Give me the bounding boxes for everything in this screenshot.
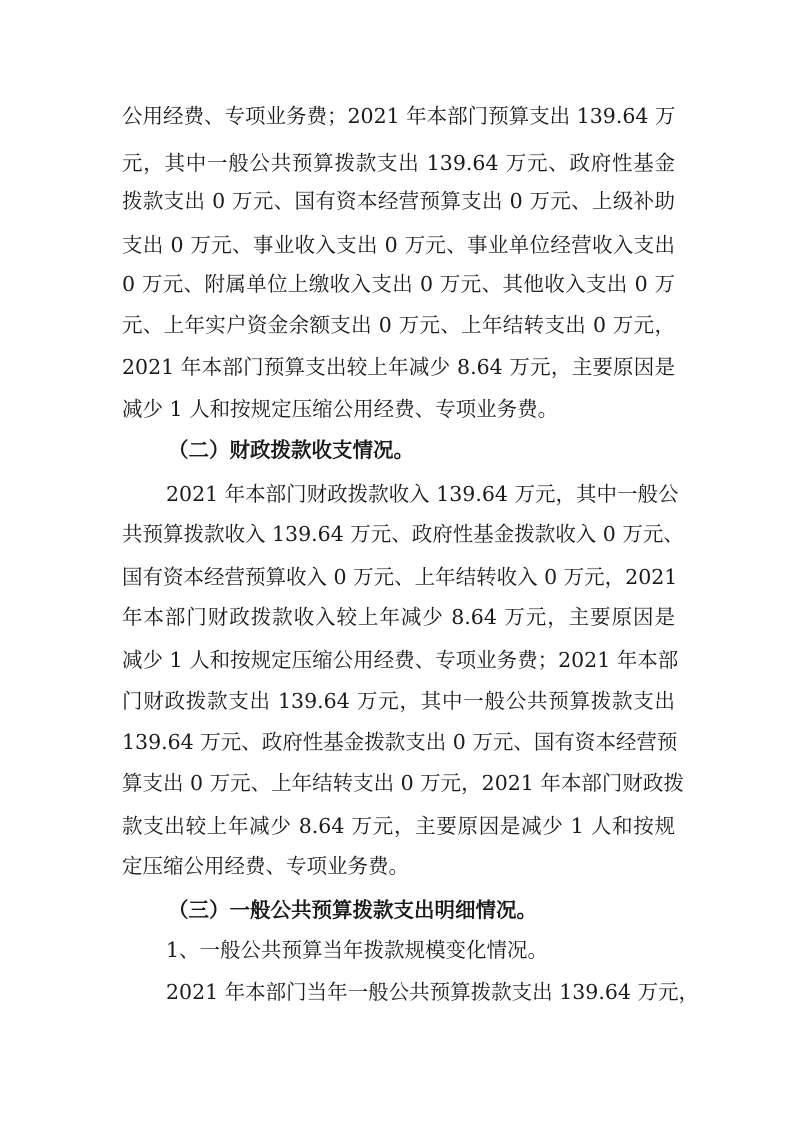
paragraph-line: 年本部门财政拨款收入较上年减少 8.64 万元，主要原因是	[122, 605, 675, 629]
paragraph-line: 元、上年实户资金余额支出 0 万元、上年结转支出 0 万元，	[122, 313, 675, 337]
paragraph-line: 139.64 万元、政府性基金拨款支出 0 万元、国有资本经营预	[122, 730, 678, 754]
paragraph-line: 2021 年本部门预算支出较上年减少 8.64 万元，主要原因是	[122, 355, 675, 379]
section-heading: （三）一般公共预算拨款支出明细情况。	[168, 898, 537, 922]
list-item-heading: 1、一般公共预算当年拨款规模变化情况。	[166, 938, 549, 962]
paragraph-line: 款支出较上年减少 8.64 万元，主要原因是减少 1 人和按规	[122, 814, 675, 838]
paragraph-line: 元，其中一般公共预算拨款支出 139.64 万元、政府性基金	[122, 151, 675, 175]
paragraph-line: 共预算拨款收入 139.64 万元、政府性基金拨款收入 0 万元、	[122, 522, 684, 546]
paragraph-line: 公用经费、专项业务费；2021 年本部门预算支出 139.64 万	[122, 104, 676, 128]
paragraph-line: 减少 1 人和按规定压缩公用经费、专项业务费；2021 年本部	[122, 648, 679, 672]
paragraph-line: 2021 年本部门当年一般公共预算拨款支出 139.64 万元，	[166, 980, 699, 1004]
paragraph-line: 支出 0 万元、事业收入支出 0 万元、事业单位经营收入支出	[122, 233, 675, 257]
paragraph-line: 拨款支出 0 万元、国有资本经营预算支出 0 万元、上级补助	[122, 189, 675, 213]
paragraph-line: 定压缩公用经费、专项业务费。	[122, 854, 409, 878]
paragraph-line: 减少 1 人和按规定压缩公用经费、专项业务费。	[122, 397, 559, 421]
paragraph-line: 算支出 0 万元、上年结转支出 0 万元，2021 年本部门财政拨	[122, 771, 684, 795]
section-heading: （二）财政拨款收支情况。	[168, 438, 414, 462]
paragraph-line: 2021 年本部门财政拨款收入 139.64 万元，其中一般公	[166, 482, 679, 506]
paragraph-line: 门财政拨款支出 139.64 万元，其中一般公共预算拨款支出	[122, 689, 675, 713]
paragraph-line: 0 万元、附属单位上缴收入支出 0 万元、其他收入支出 0 万	[122, 272, 675, 296]
paragraph-line: 国有资本经营预算收入 0 万元、上年结转收入 0 万元，2021	[122, 565, 678, 589]
